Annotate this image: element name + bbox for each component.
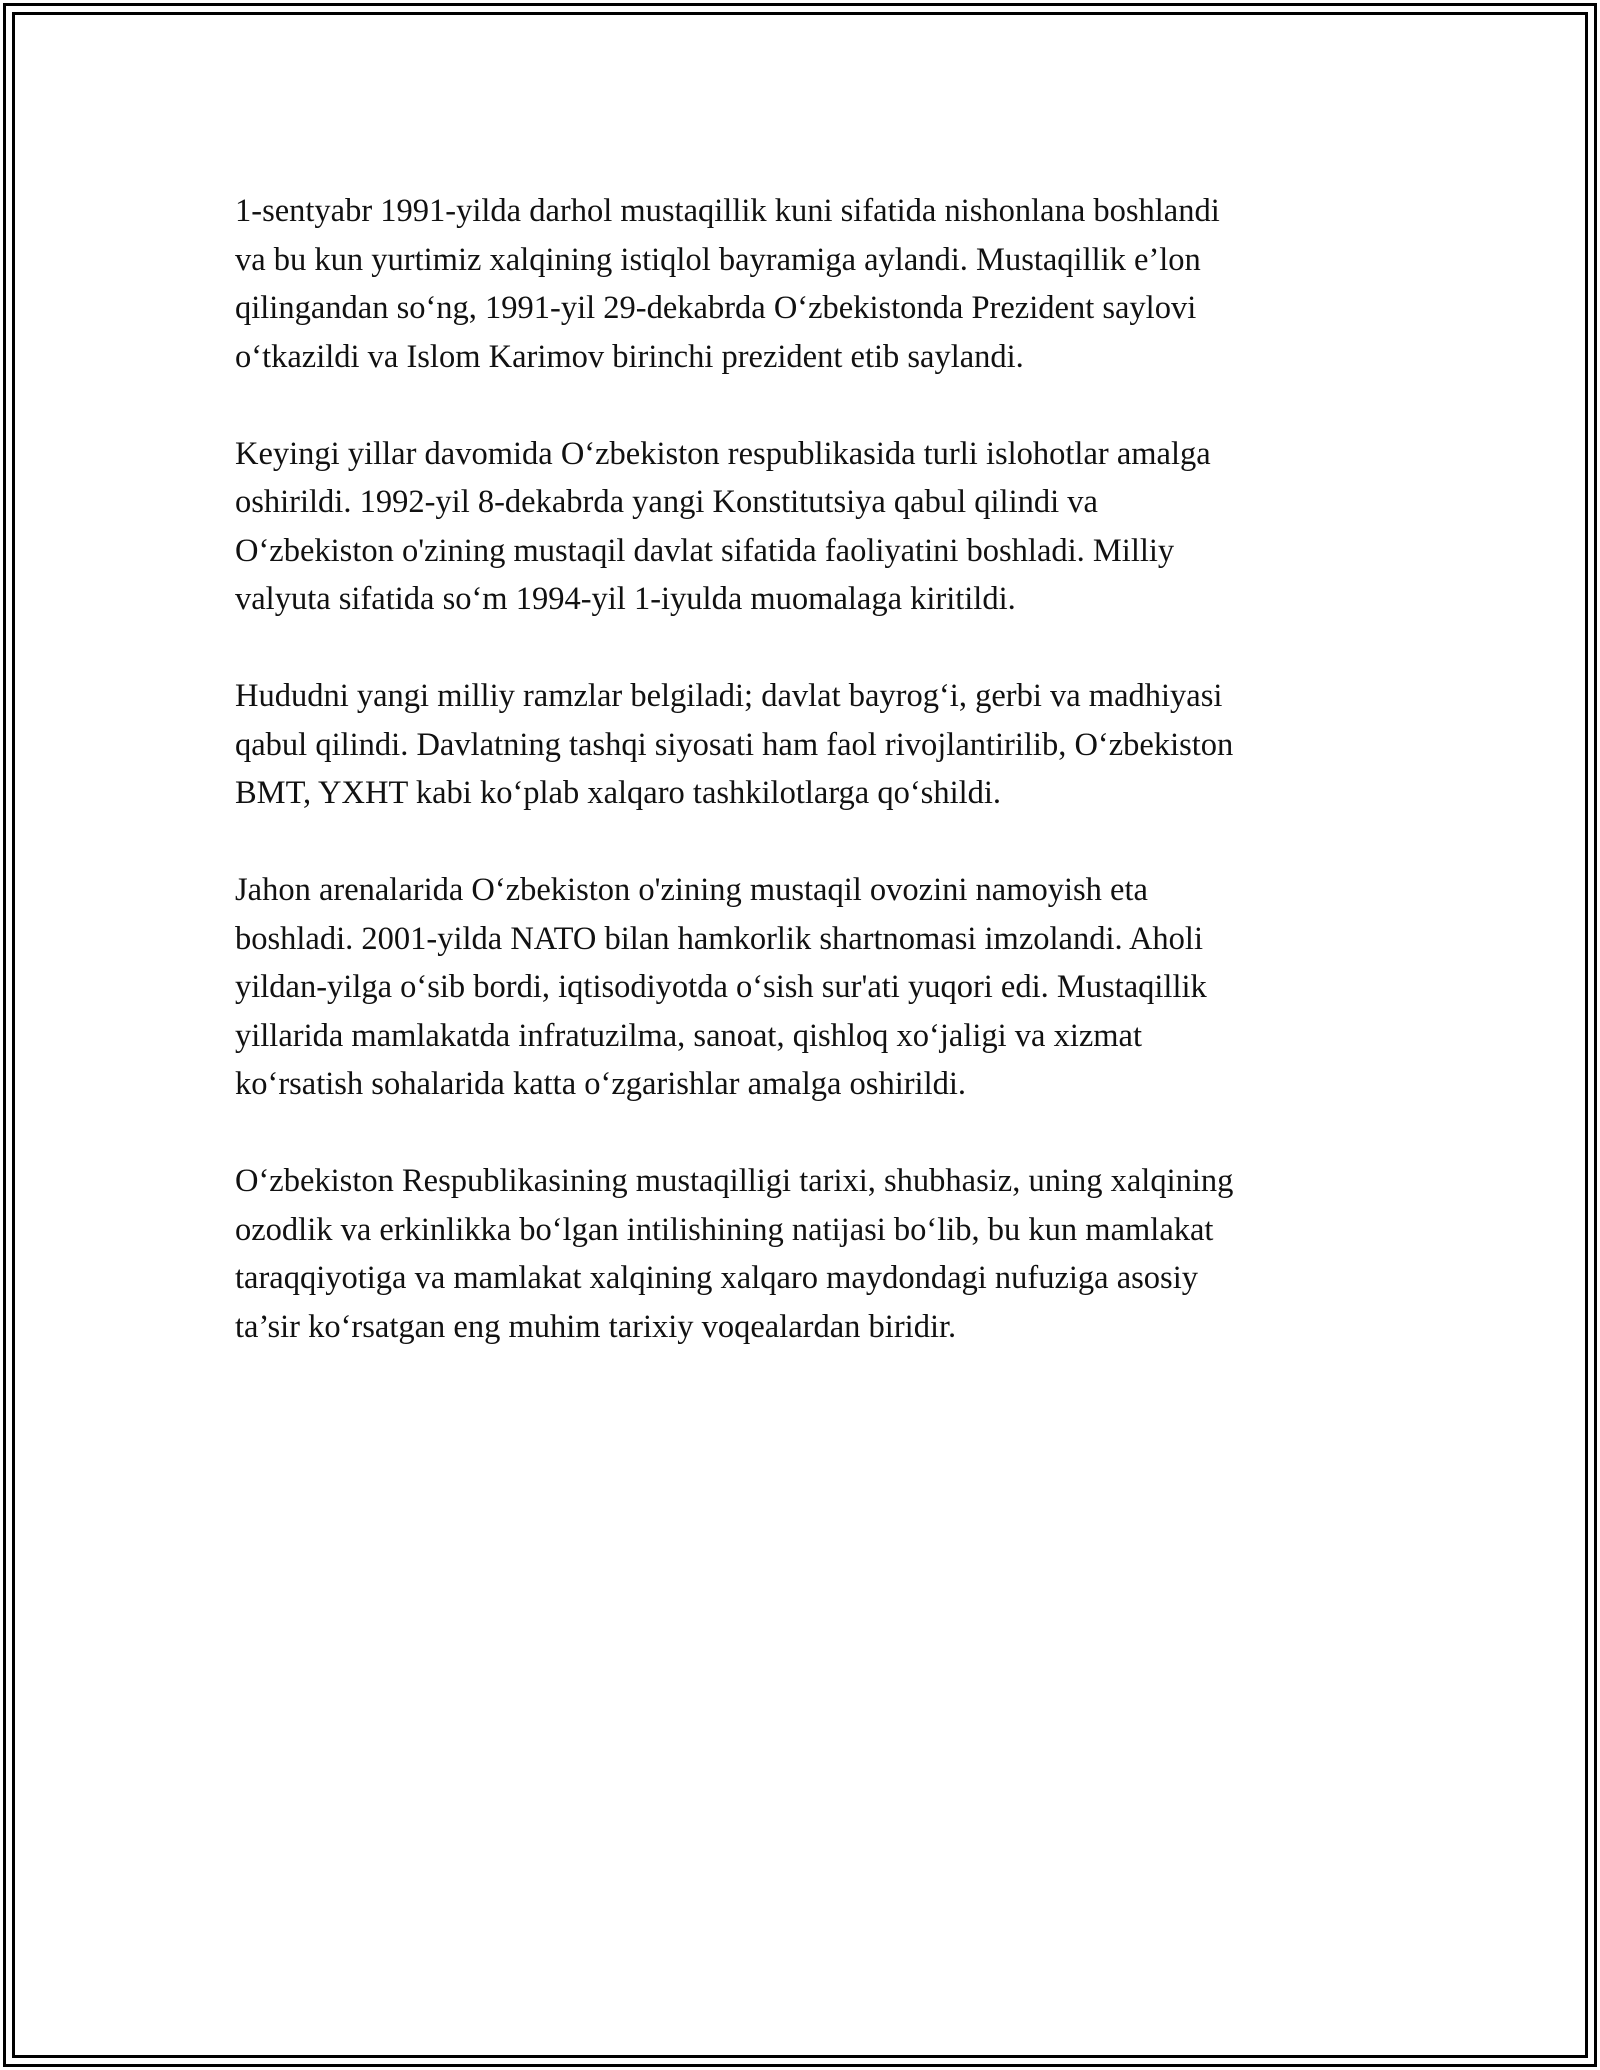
paragraph-4: Jahon arenalarida O‘zbekiston o'zining mustaqil ovozini namoyish eta boshladi. 2001-yilda NATO bilan hamkorlik shartnomasi imzolandi. Aholi yildan-yilga o‘sib bordi, iqtisodiyotda o‘sish sur'ati yuqori edi. Mustaqillik yillarida mamlakatda infratuzilma, sanoat, qishloq xo‘jaligi va xizmat ko‘rsatish sohalarida katta o‘zgarishlar amalga oshirildi. bbox=[235, 872, 1207, 1102]
paragraph-3: Hududni yangi milliy ramzlar belgiladi; davlat bayrog‘i, gerbi va madhiyasi qabul qilindi. Davlatning tashqi siyosati ham faol rivojlantirilib, O‘zbekiston BMT, YXHT kabi ko‘plab xalqaro tashkilotlarga qo‘shildi. bbox=[235, 678, 1234, 811]
paragraph-1: 1-sentyabr 1991-yilda darhol mustaqillik kuni sifatida nishonlana boshlandi va bu kun yurtimiz xalqining istiqlol bayramiga aylandi. Mustaqillik e’lon qilingandan so‘ng, 1991-yil 29-dekabrda O‘zbekistonda Prezident saylovi o‘tkazildi va Islom Karimov birinchi prezident etib saylandi. bbox=[235, 193, 1220, 375]
paragraph-2: Keyingi yillar davomida O‘zbekiston respublikasida turli islohotlar amalga oshirildi. 1992-yil 8-dekabrda yangi Konstitutsiya qabul qilindi va O‘zbekiston o'zining mustaqil davlat sifatida faoliyatini boshladi. Milliy valyuta sifatida so‘m 1994-yil 1-iyulda muomalaga kiritildi. bbox=[235, 435, 1211, 617]
paragraph-5: O‘zbekiston Respublikasining mustaqilligi tarixi, shubhasiz, uning xalqining ozodlik va erkinlikka bo‘lgan intilishining natijasi bo‘lib, bu kun mamlakat taraqqiyotiga va mamlakat xalqining xalqaro maydondagi nufuziga asosiy ta’sir ko‘rsatgan eng muhim tarixiy voqealardan biridir. bbox=[235, 1163, 1234, 1345]
document-body bbox=[235, 187, 1375, 1351]
